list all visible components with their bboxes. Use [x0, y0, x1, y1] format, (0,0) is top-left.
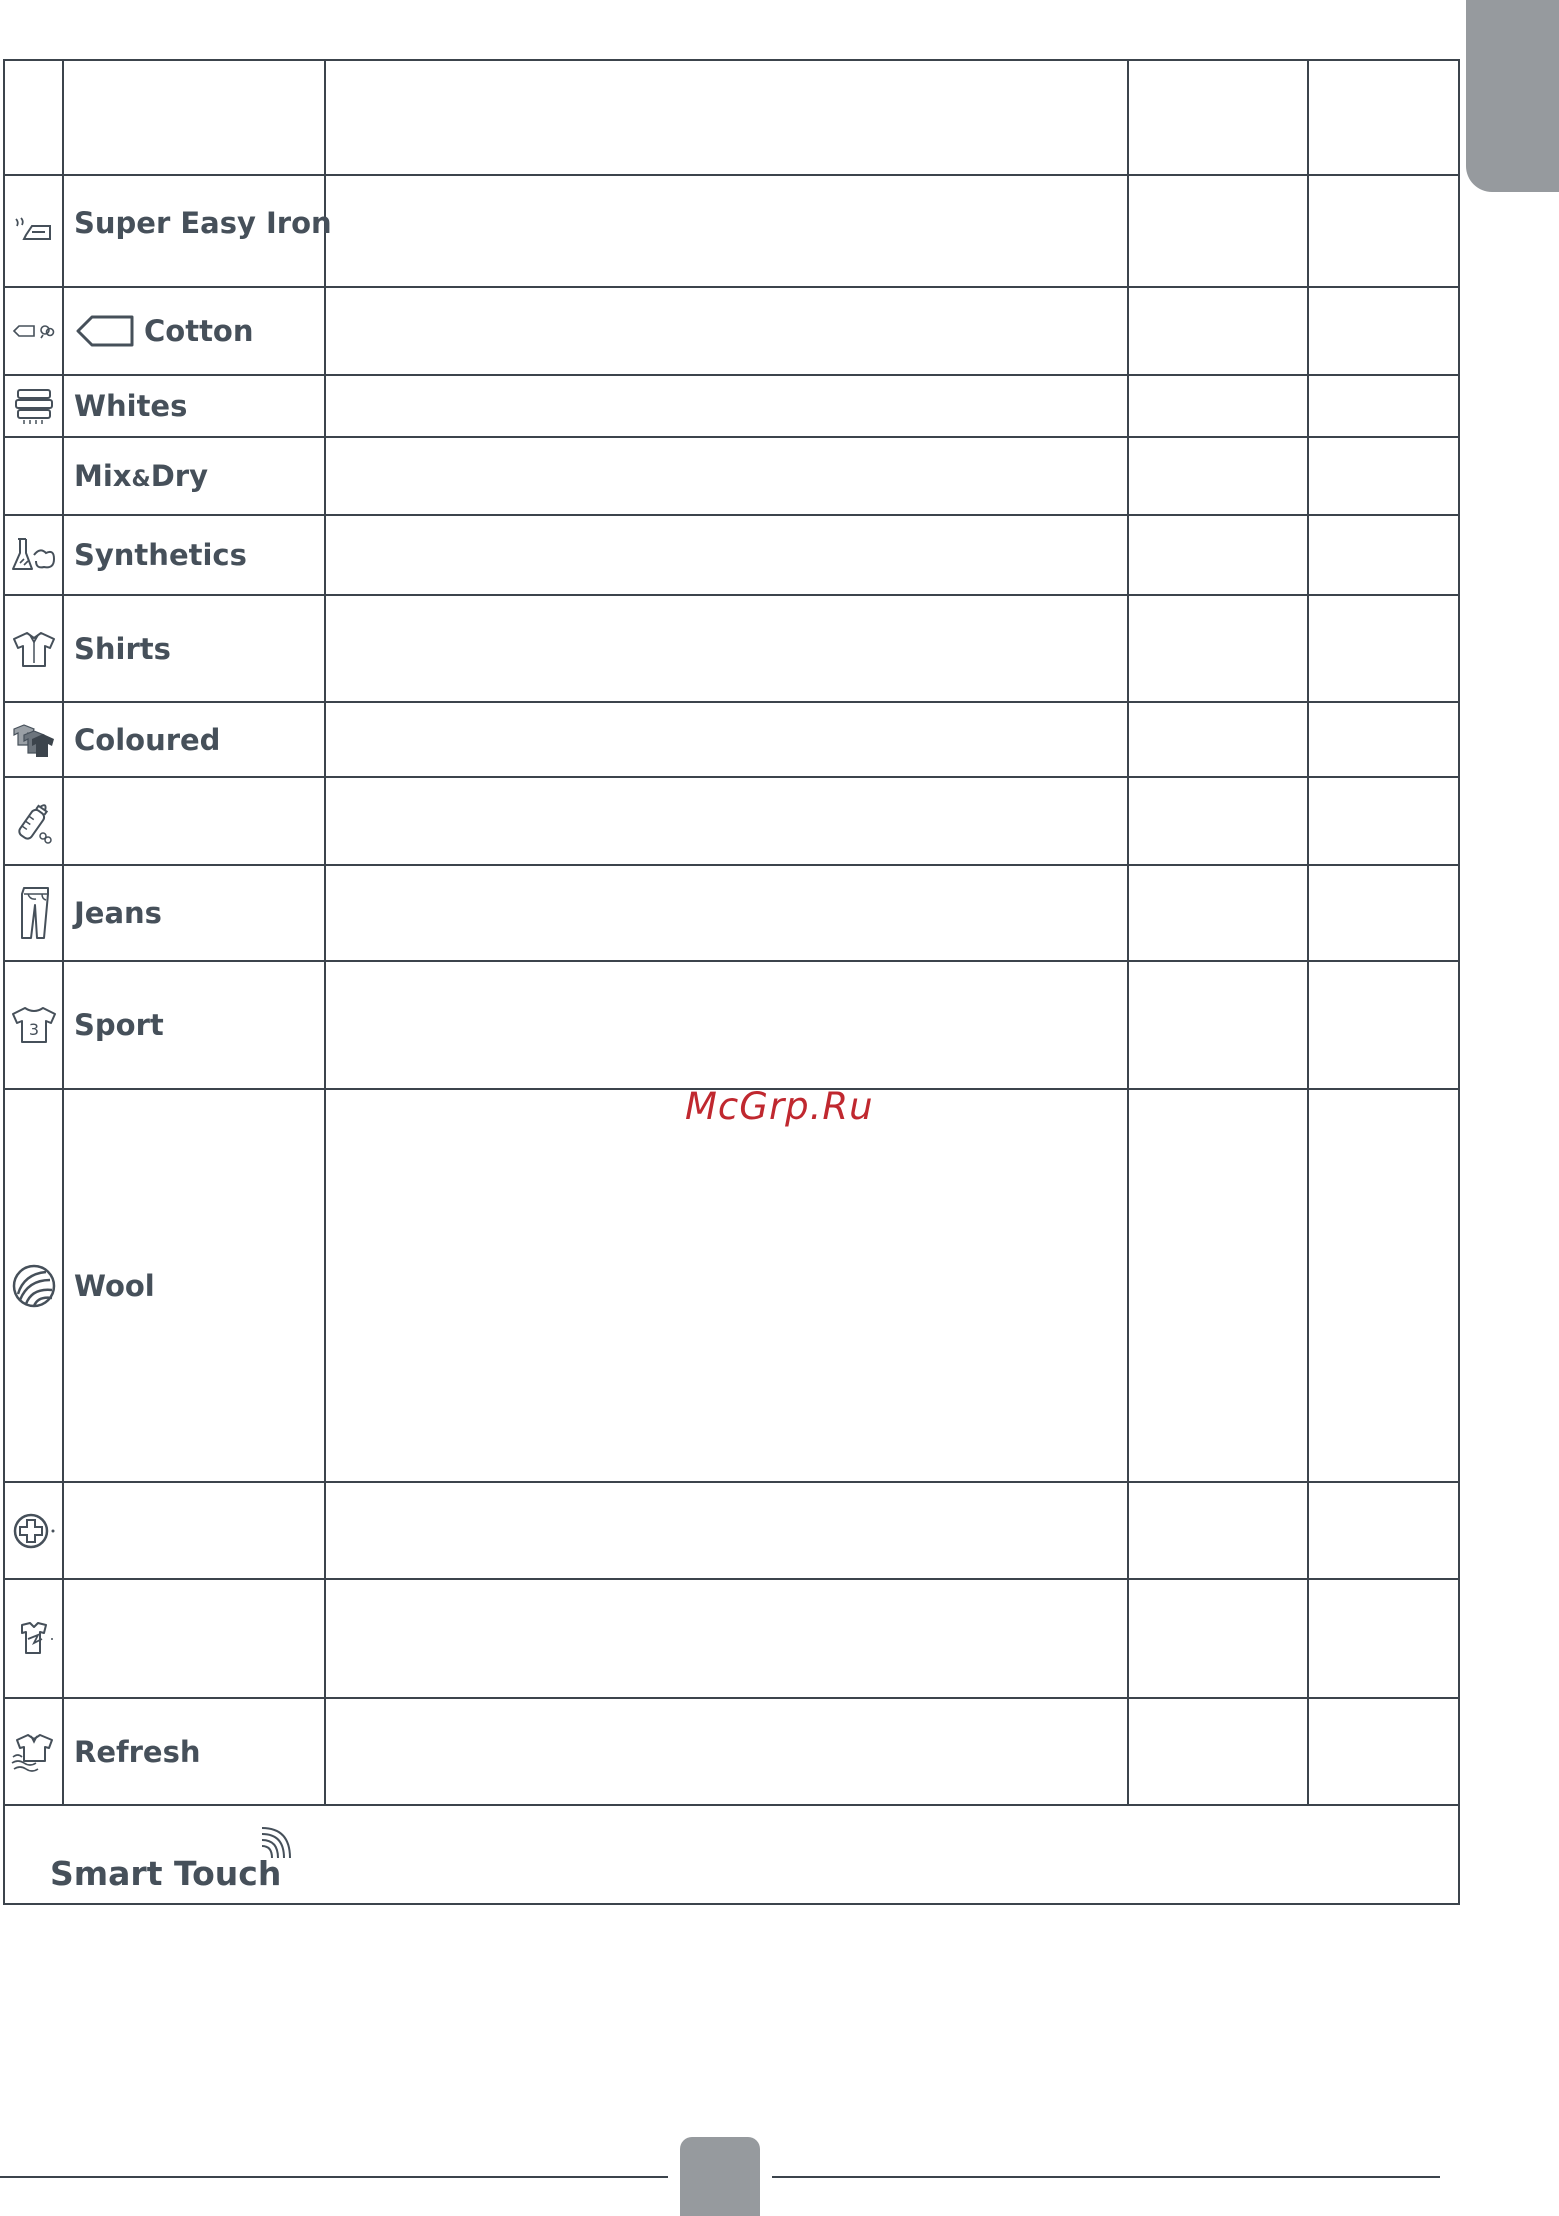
wool-icon — [10, 1262, 58, 1310]
smart-touch-row — [4, 1805, 1459, 1904]
program-value-cell — [1308, 1698, 1459, 1805]
program-value-cell — [1128, 287, 1308, 375]
program-icon-cell — [4, 375, 63, 437]
program-description-cell — [325, 1089, 1128, 1482]
program-icon-cell — [4, 287, 63, 375]
program-description-cell — [325, 375, 1128, 437]
cotton-icon — [10, 320, 58, 342]
program-name-cell — [63, 865, 325, 961]
program-name-cell — [63, 702, 325, 777]
program-value-cell — [1128, 961, 1308, 1089]
footer-rule-left — [0, 2176, 668, 2178]
language-side-tab — [1466, 0, 1559, 192]
program-name: Jeans — [74, 896, 162, 930]
iron-icon — [12, 213, 56, 249]
program-name-cell — [63, 777, 325, 865]
program-name: Whites — [74, 389, 188, 423]
table-row — [4, 595, 1459, 702]
program-value-cell — [1128, 1089, 1308, 1482]
svg-text:3: 3 — [28, 1020, 39, 1039]
header-cell — [63, 60, 325, 175]
table-row — [4, 865, 1459, 961]
program-value-cell — [1308, 961, 1459, 1089]
table-row — [4, 1089, 1459, 1482]
table-row — [4, 375, 1459, 437]
program-description-cell — [325, 1482, 1128, 1579]
header-cell — [1128, 60, 1308, 175]
program-value-cell — [1128, 595, 1308, 702]
program-value-cell — [1128, 437, 1308, 515]
table-row — [4, 777, 1459, 865]
cotton-tag-icon — [76, 314, 134, 348]
program-name-cell — [63, 1089, 325, 1482]
program-value-cell — [1308, 375, 1459, 437]
program-value-cell — [1308, 595, 1459, 702]
program-description-cell — [325, 1698, 1128, 1805]
program-name — [64, 804, 74, 838]
program-name-cell — [63, 287, 325, 375]
program-value-cell — [1308, 1089, 1459, 1482]
program-description-cell — [325, 437, 1128, 515]
table-row — [4, 702, 1459, 777]
table-row — [4, 287, 1459, 375]
program-value-cell — [1308, 1579, 1459, 1698]
whites-icon — [12, 386, 56, 426]
table-row — [4, 515, 1459, 595]
coloured-icon — [10, 721, 58, 759]
program-value-cell — [1128, 375, 1308, 437]
table-header-row — [4, 60, 1459, 175]
program-description-cell — [325, 287, 1128, 375]
table-row — [4, 1579, 1459, 1698]
program-description-cell — [325, 175, 1128, 287]
program-name-cell — [63, 1482, 325, 1579]
program-name-cell — [63, 437, 325, 515]
baby-bottle-icon — [11, 796, 57, 846]
program-icon-cell — [4, 1482, 63, 1579]
program-name-cell — [63, 1698, 325, 1805]
program-description-cell — [325, 515, 1128, 595]
program-name: Wool — [74, 1268, 155, 1303]
program-description-cell — [325, 1579, 1128, 1698]
program-icon-cell — [4, 865, 63, 961]
program-icon-cell — [4, 1089, 63, 1482]
program-value-cell — [1308, 1482, 1459, 1579]
smart-touch-cell — [4, 1805, 1459, 1904]
shirt-icon — [11, 629, 57, 669]
smart-touch-label: Smart Touch — [50, 1854, 282, 1893]
page-number-box — [680, 2137, 760, 2216]
program-icon-cell — [4, 175, 63, 287]
jeans-icon — [14, 885, 54, 941]
program-name-cell — [63, 515, 325, 595]
nfc-waves-icon — [258, 1824, 298, 1860]
footer-rule-right — [772, 2176, 1440, 2178]
program-value-cell — [1128, 515, 1308, 595]
sport-shirt-icon — [10, 1004, 58, 1046]
program-name-cell — [63, 961, 325, 1089]
header-cell — [325, 60, 1128, 175]
program-icon-cell — [4, 1579, 63, 1698]
program-value-cell — [1308, 437, 1459, 515]
program-name: Refresh — [74, 1734, 201, 1769]
program-value-cell — [1128, 1482, 1308, 1579]
program-icon-cell — [4, 1698, 63, 1805]
program-name: Mix&Dry — [74, 459, 208, 493]
hand-wash-icon — [12, 1619, 56, 1659]
program-name — [64, 1514, 74, 1548]
table-row — [4, 437, 1459, 515]
program-value-cell — [1308, 702, 1459, 777]
program-icon-cell — [4, 702, 63, 777]
program-name: Shirts — [74, 631, 171, 666]
program-value-cell — [1128, 1698, 1308, 1805]
program-value-cell — [1308, 287, 1459, 375]
program-value-cell — [1128, 1579, 1308, 1698]
program-icon-cell — [4, 437, 63, 515]
program-value-cell — [1128, 777, 1308, 865]
program-value-cell — [1128, 702, 1308, 777]
table-row — [4, 961, 1459, 1089]
program-name: Sport — [74, 1008, 164, 1042]
program-value-cell — [1128, 175, 1308, 287]
program-description-cell — [325, 865, 1128, 961]
table-row — [4, 175, 1459, 287]
program-value-cell — [1308, 865, 1459, 961]
table-row — [4, 1698, 1459, 1805]
program-name-cell — [63, 375, 325, 437]
header-cell — [4, 60, 63, 175]
program-icon-cell — [4, 595, 63, 702]
program-icon-cell — [4, 777, 63, 865]
program-name: Coloured — [74, 722, 221, 757]
program-name-cell — [63, 595, 325, 702]
program-value-cell — [1308, 175, 1459, 287]
program-name-cell — [63, 175, 332, 287]
program-name — [64, 1622, 74, 1656]
hygiene-cross-icon — [11, 1511, 57, 1551]
program-icon-cell — [4, 515, 63, 595]
program-description-cell — [325, 595, 1128, 702]
program-name: Cotton — [144, 314, 254, 348]
program-description-cell — [325, 961, 1128, 1089]
header-cell — [1308, 60, 1459, 175]
program-value-cell — [1308, 777, 1459, 865]
program-name: Synthetics — [74, 538, 247, 572]
program-icon-cell — [4, 961, 63, 1089]
program-value-cell — [1128, 865, 1308, 961]
program-name: Super Easy Iron — [74, 206, 332, 240]
refresh-shirt-icon — [10, 1731, 58, 1773]
program-description-cell — [325, 702, 1128, 777]
program-value-cell — [1308, 515, 1459, 595]
synthetics-icon — [10, 535, 58, 575]
table-row — [4, 1482, 1459, 1579]
program-name-cell — [63, 1579, 325, 1698]
watermark-text: McGrp.Ru — [685, 1085, 874, 1128]
program-description-cell — [325, 777, 1128, 865]
wash-programs-table — [3, 59, 1460, 1905]
